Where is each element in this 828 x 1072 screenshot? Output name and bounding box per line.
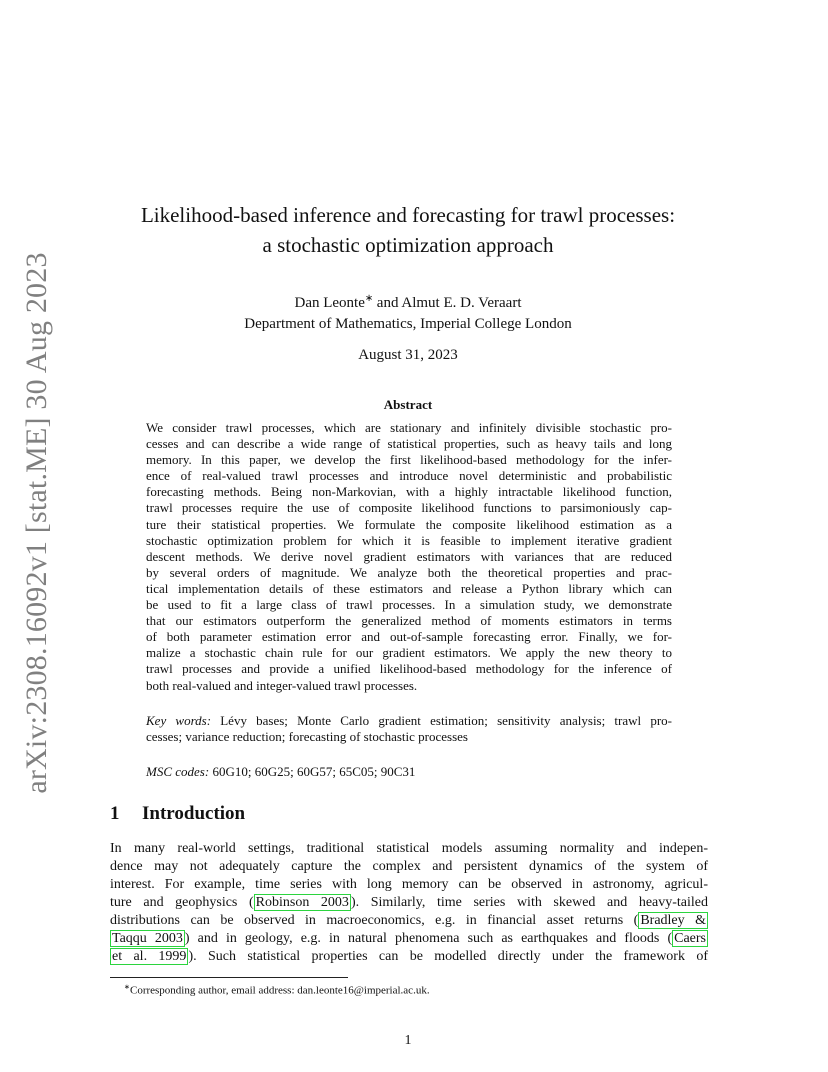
- intro-line: distributions can be observed in macroeconomics, e.g. in financial asset returns ( Bradley &: [110, 913, 706, 928]
- abstract-line: cesses and can describe a wide range of statistical properties, such as heavy tails and long: [146, 436, 672, 452]
- abstract-heading: Abstract: [383, 397, 433, 412]
- intro-line: interest. For example, time series with long memory can be observed in astronomy, agricul-: [110, 877, 708, 892]
- footnote: [124, 982, 430, 997]
- footnote-rule: [110, 977, 348, 978]
- affiliation: Department of Mathematics, Imperial College London: [244, 316, 572, 332]
- abstract-text: [146, 420, 672, 694]
- footnote-marker: ∗: [124, 983, 130, 991]
- abstract-line: We consider trawl processes, which are stationary and infinitely divisible stochastic pro-: [146, 420, 672, 435]
- citation-link-caers[interactable]: Caers: [674, 931, 706, 946]
- msc-label: MSC codes:: [146, 764, 210, 779]
- keywords-label: Key words:: [146, 713, 212, 728]
- section-number: 1: [110, 803, 120, 824]
- citation-link-taqqu[interactable]: Taqqu 2003: [112, 931, 183, 946]
- msc-codes: [146, 764, 672, 780]
- abstract-line: both real-valued and integer-valued trawl processes.: [146, 677, 418, 693]
- abstract-line: ence of real-valued trawl processes and introduce novel deterministic and probabilistic: [146, 468, 672, 484]
- citation-link-caers-year[interactable]: et al. 1999: [112, 949, 187, 964]
- keywords-line-1: Lévy bases; Monte Carlo gradient estimation; sensitivity analysis; trawl pro-: [211, 713, 672, 728]
- arxiv-identifier: arXiv:2308.16092v1 [stat.ME] 30 Aug 2023: [20, 252, 53, 794]
- abstract-line: that our estimators outperform the generalized method of moments estimators in terms: [146, 613, 672, 629]
- paper-title: [100, 200, 716, 260]
- section-heading: [110, 803, 245, 825]
- intro-line: dence may not adequately capture the complex and persistent dynamics of the system of: [110, 859, 708, 874]
- paper-date: August 31, 2023: [358, 347, 458, 363]
- abstract-line: malize a stochastic chain rule for our gradient estimators. We apply the new theory to: [146, 645, 672, 661]
- abstract-line: be used to fit a large class of trawl processes. In a simulation study, we demonstrate: [146, 597, 672, 613]
- intro-line: ture and geophysics ( Robinson 2003 ). Similarly, time series with skewed and heavy-tailed: [110, 895, 709, 910]
- abstract-line: forecasting methods. Being non-Markovian, with a highly intractable likelihood function,: [146, 484, 672, 500]
- author-block: [100, 288, 716, 335]
- abstract-line: by several orders of magnitude. We analyze both the theoretical properties and prac-: [146, 564, 672, 580]
- introduction-text: [110, 840, 708, 966]
- abstract-line: trawl processes and provide a unified likelihood-based methodology for the inference of: [146, 661, 672, 677]
- title-line-1: Likelihood-based inference and forecasting for trawl processes:: [140, 203, 676, 227]
- footnote-text: Corresponding author, email address: dan.leonte16@imperial.ac.uk.: [129, 984, 430, 997]
- citation-link-bradley[interactable]: Bradley &: [640, 913, 706, 928]
- author-footnote-marker: ∗: [364, 293, 374, 304]
- intro-line: Taqqu 2003 ) and in geology, e.g. in natural phenomena such as earthquakes and floods ( Caers: [112, 931, 706, 946]
- arxiv-sidebar-stamp: [20, 252, 54, 794]
- author-names: Dan Leonte∗ and Almut E. D. Veraart: [294, 293, 522, 311]
- page-number: 1: [404, 1033, 412, 1048]
- section-title: Introduction: [142, 803, 246, 824]
- title-line-2: a stochastic optimization approach: [262, 233, 554, 257]
- keywords-line-2: cesses; variance reduction; forecasting of stochastic processes: [146, 729, 468, 745]
- abstract-line: stochastic optimization problem for which it is feasible to implement iterative gradient: [146, 532, 672, 548]
- abstract-line: memory. In this paper, we develop the first likelihood-based methodology for the infer-: [146, 452, 672, 468]
- abstract-line: of both parameter estimation error and out-of-sample forecasting error. Finally, we for-: [146, 629, 672, 645]
- keywords: [146, 713, 672, 745]
- intro-line: et al. 1999 ). Such statistical properties can be modelled directly under the framework of: [112, 949, 708, 964]
- msc-value: 60G10; 60G25; 60G57; 65C05; 90C31: [209, 764, 416, 779]
- abstract-line: tical implementation details of these estimators and release a Python library which can: [146, 580, 672, 596]
- citation-link-robinson[interactable]: Robinson 2003: [255, 895, 349, 910]
- abstract-line: ture their statistical properties. We formulate the composite likelihood estimation as a: [146, 516, 672, 532]
- abstract-line: descent methods. We derive novel gradient estimators with variances that are reduced: [146, 548, 672, 564]
- intro-line: In many real-world settings, traditional statistical models assuming normality and indepen-: [110, 841, 708, 856]
- abstract-line: trawl processes require the use of composite likelihood functions to parsimoniously cap-: [146, 500, 672, 516]
